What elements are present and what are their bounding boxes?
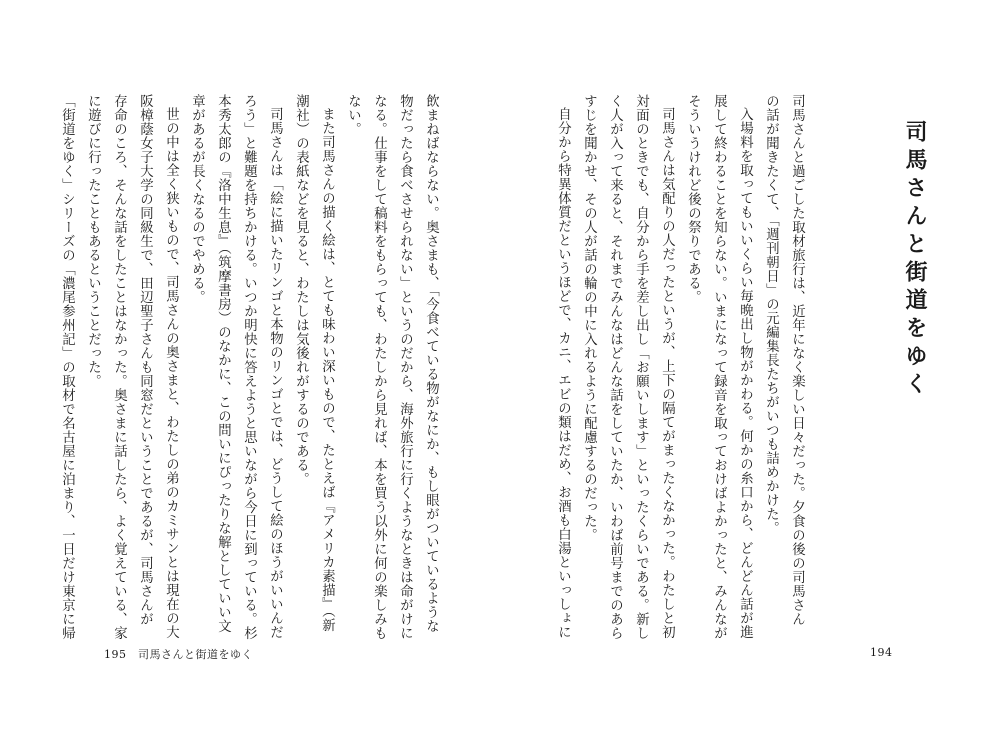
text-column: なる。仕事をして稿料をもらっても、わたしから見れば、本を買う以外に何の楽しみも [371,94,387,640]
text-column: 司馬さんは「絵に描いたリンゴと本物のリンゴとでは、どうして絵のほうがいいんだ [267,107,283,639]
text-column: 対面のときでも、自分から手を差し出し「お願いします」といったくらいである。新し [633,94,649,640]
text-column: ろう」と難題を持ちかける。いつか明快に答えようと思いながら今日に到っている。杉 [241,94,257,640]
chapter-title: 司馬さんと街道をゆく [902,120,928,400]
text-column: 存命のころ、そんな話をしたことはなかった。奥さまに話したら、よく覚えている、家 [111,94,127,640]
text-column: 世の中は全く狭いもので、司馬さんの奥さまと、わたしの弟のカミサンとは現在の大 [163,107,179,639]
text-column: く人が入って来ると、それまでみんなはどんな話をしていたか、いわば前号までのあら [607,94,623,640]
text-column: そういうけれど後の祭りである。 [685,94,701,304]
text-column: また司馬さんの描く絵は、とても味わい深いもので、たとえば『アメリカ素描』（新 [319,107,335,633]
text-column: 飲まねばならない。奥さまも、「今食べている物がなにか、もし眼がついているような [423,94,439,634]
text-column: に遊びに行ったこともあるということだった。 [85,94,101,388]
text-column: の話が聞きたくて、「週刊朝日」の元編集長たちがいつも詰めかけた。 [763,94,779,536]
text-column: ない。 [345,94,361,136]
text-column: 物だったら食べさせられない」というのだから、海外旅行に行くようなときは命がけに [397,94,413,640]
text-column: すじを聞かせ、その人が話の輪の中に入れるように配慮するのだった。 [581,94,597,542]
text-column: 「街道をゆく」シリーズの「濃尾参州記」の取材で名古屋に泊まり、一日だけ東京に帰 [59,94,75,640]
text-column: 自分から特異体質だというほどで、カニ、エビの類はだめ、お酒も白湯といっしょに [555,107,571,639]
text-column: 本秀太郎の『洛中生息』（筑摩書房）のなかに、この問いにぴったりな解としていい文 [215,94,231,634]
text-column: 潮社）の表紙などを見ると、わたしは気後れがするのである。 [293,94,309,486]
text-column: 阪樟蔭女子大学の同級生で、田辺聖子さんも同窓だということであるが、司馬さんが [137,94,153,626]
text-column: 展して終わることを知らない。いまになって録音を取っておけばよかったと、みんなが [711,94,727,640]
page-number: 194 [870,646,893,659]
text-column: 司馬さんと過ごした取材旅行は、近年になく楽しい日々だった。夕食の後の司馬さん [789,94,805,626]
text-column: 章があるが長くなるのでやめる。 [189,94,205,304]
running-head: 195 司馬さんと街道をゆく [104,648,253,661]
text-column: 入場料を取ってもいいくらい毎晩出し物がかわる。何かの糸口から、どんどん話が進 [737,107,753,639]
text-column: 司馬さんは気配りの人だったというが、上下の隔てがまったくなかった。わたしと初 [659,107,675,639]
